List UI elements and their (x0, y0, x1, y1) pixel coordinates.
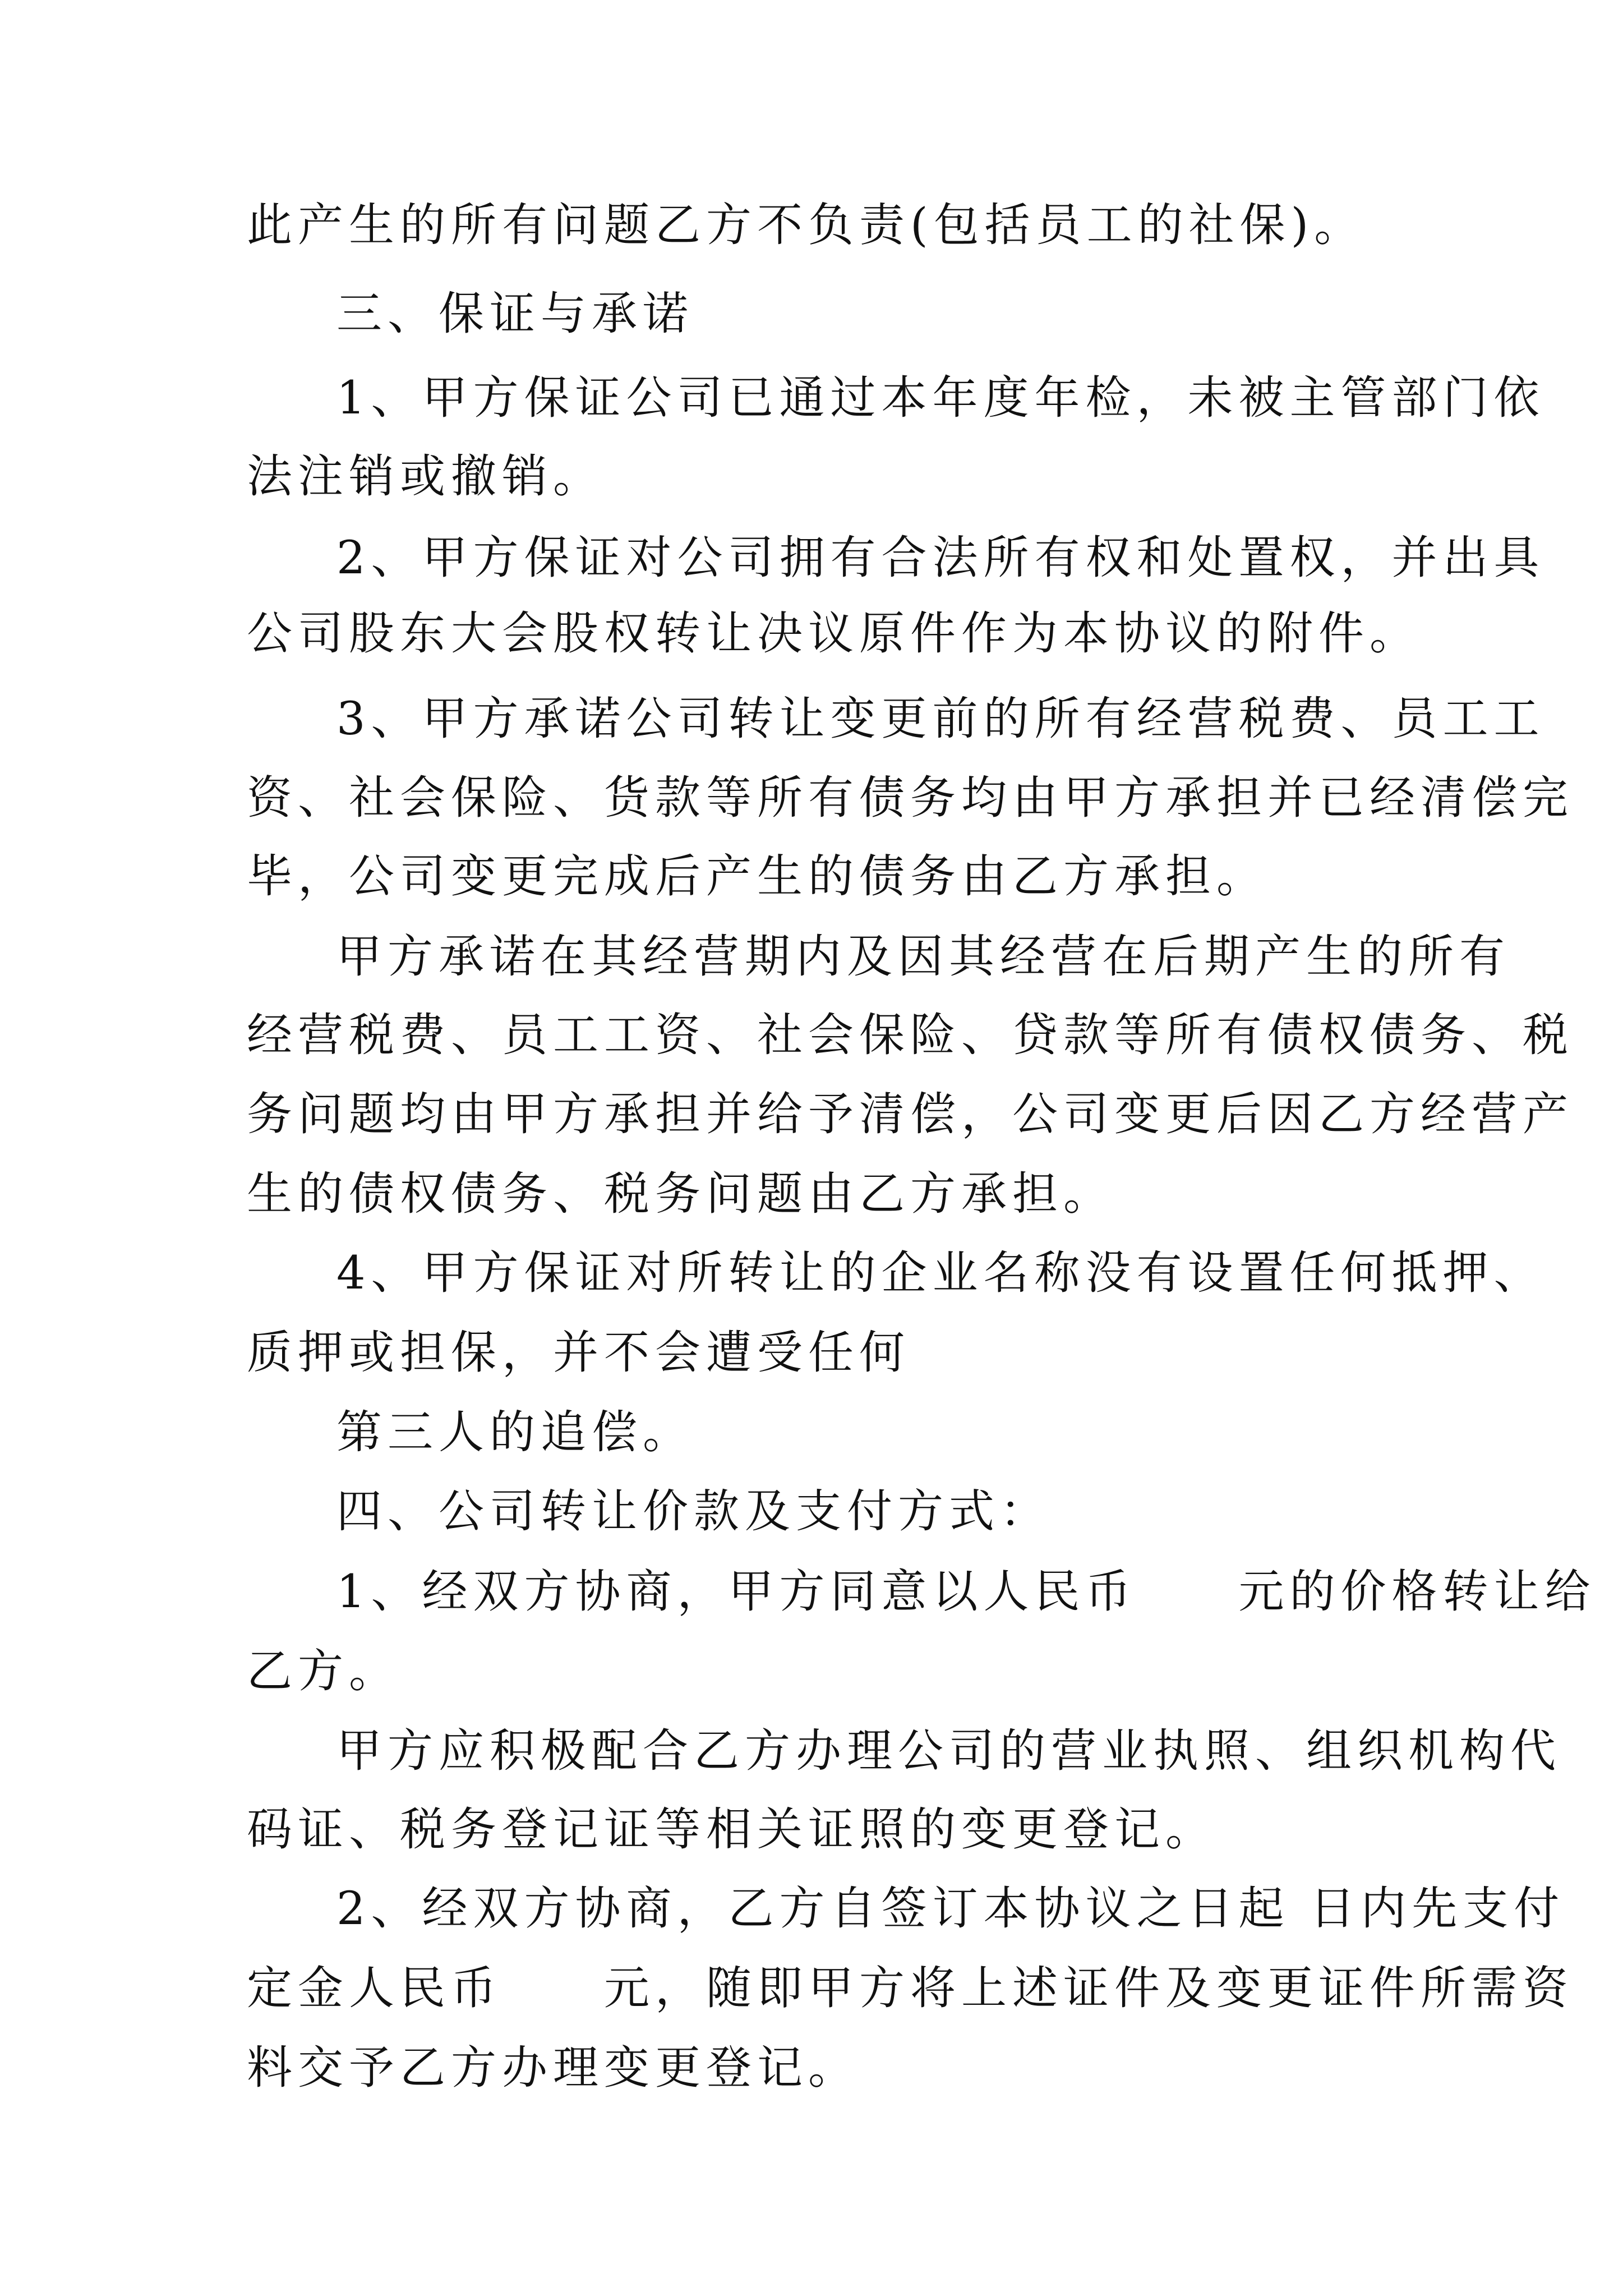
text-line: 质押或担保，并不会遭受任何 (247, 1327, 911, 1379)
text-line: 甲方应积极配合乙方办理公司的营业执照、组织机构代 (336, 1725, 1562, 1778)
text-line: 码证、税务登记证等相关证照的变更登记。 (247, 1803, 1217, 1856)
section-heading: 四、公司转让价款及支付方式： (336, 1485, 1052, 1538)
text-line: 3、甲方承诺公司转让变更前的所有经营税费、员工工 (336, 693, 1545, 746)
text-line: 1、甲方保证公司已通过本年度年检，未被主管部门依 (336, 372, 1545, 425)
text-line: 第三人的追偿。 (336, 1406, 694, 1459)
text-line: 生的债权债务、税务问题由乙方承担。 (247, 1168, 1115, 1221)
text-line: 2、甲方保证对公司拥有合法所有权和处置权，并出具 (336, 532, 1545, 585)
text-line: 料交予乙方办理变更登记。 (247, 2042, 860, 2095)
text-line: 经营税费、员工工资、社会保险、贷款等所有债权债务、税 (247, 1009, 1574, 1062)
text-line: 务问题均由甲方承担并给予清偿，公司变更后因乙方经营产 (247, 1088, 1574, 1141)
text-line: 4、甲方保证对所转让的企业名称没有设置任何抵押、 (336, 1247, 1545, 1300)
text-line: 2、经双方协商，乙方自签订本协议之日起 日内先支付 (336, 1883, 1565, 1935)
text-line: 法注销或撤销。 (247, 450, 605, 503)
text-line: 毕，公司变更完成后产生的债务由乙方承担。 (247, 850, 1268, 903)
text-line: 此产生的所有问题乙方不负责(包括员工的社保)。 (247, 199, 1366, 252)
text-line: 定金人民币 元，随即甲方将上述证件及变更证件所需资 (247, 1962, 1574, 2015)
text-line: 资、社会保险、货款等所有债务均由甲方承担并已经清偿完 (247, 772, 1574, 825)
text-line: 1、经双方协商，甲方同意以人民币 元的价格转让给 (336, 1566, 1596, 1618)
section-heading: 三、保证与承诺 (336, 288, 694, 341)
text-line: 乙方。 (247, 1645, 400, 1698)
text-line: 甲方承诺在其经营期内及因其经营在后期产生的所有 (336, 931, 1511, 983)
text-line: 公司股东大会股权转让决议原件作为本协议的附件。 (247, 608, 1421, 660)
